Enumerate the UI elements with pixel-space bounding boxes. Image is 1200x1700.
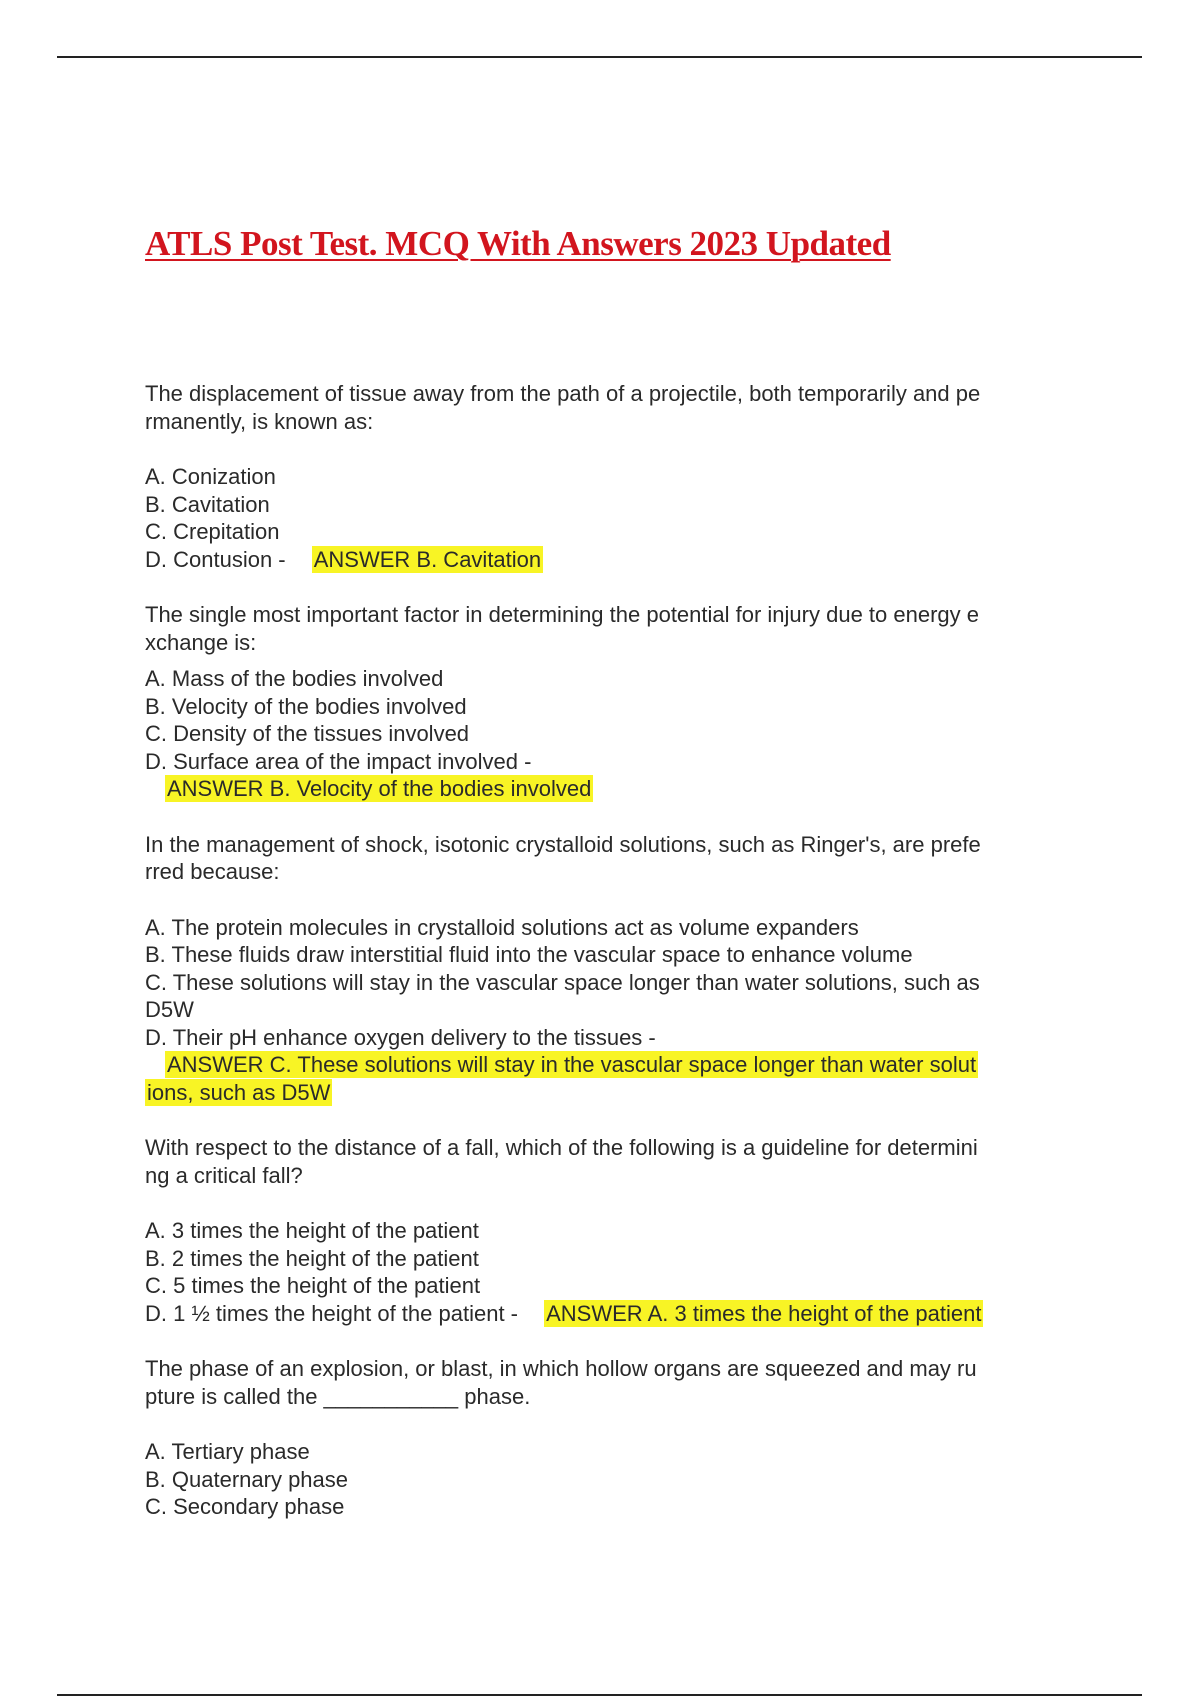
option-d: D. 1 ½ times the height of the patient - ANSWER A. 3 times the height of the patient [145, 1300, 982, 1326]
option-c-continued: D5W [145, 997, 194, 1022]
option-b: B. Quaternary phase [145, 1466, 349, 1492]
answer-highlight: ANSWER B. Velocity of the bodies involved [167, 776, 592, 801]
option-list [145, 665, 1055, 803]
answer-line [145, 775, 1055, 803]
question-1 [145, 380, 1055, 573]
question-stem: With respect to the distance of a fall, which of the following is a guideline for determini ng a critical fall? [145, 1135, 978, 1188]
option-list [145, 1438, 1055, 1521]
option-list [145, 914, 1055, 1107]
answer-highlight-continued: ions, such as D5W [147, 1079, 331, 1105]
option-d: D. Their pH enhance oxygen delivery to the tissues - [145, 1024, 656, 1050]
document-title: ATLS Post Test. MCQ With Answers 2023 Updated [145, 224, 891, 263]
answer-highlight: ANSWER A. 3 times the height of the patient [546, 1300, 982, 1326]
question-4 [145, 1134, 1055, 1327]
option-list [145, 1217, 1055, 1327]
answer-line [145, 1051, 1055, 1079]
footer-rule [57, 1694, 1142, 1696]
question-stem: The phase of an explosion, or blast, in which hollow organs are squeezed and may ru pture is called the ___________ phase. [145, 1356, 977, 1409]
option-b: B. 2 times the height of the patient [145, 1245, 479, 1271]
answer-line-continued [145, 1079, 1055, 1107]
option-c: C. Density of the tissues involved [145, 721, 470, 746]
option-a: A. Tertiary phase [145, 1439, 310, 1464]
option-a: A. The protein molecules in crystalloid solutions act as volume expanders [145, 914, 859, 940]
option-c: C. These solutions will stay in the vascular space longer than water solutions, such as [145, 969, 980, 995]
question-list [145, 380, 1055, 1521]
option-b: B. Cavitation [145, 491, 270, 517]
question-stem: In the management of shock, isotonic crystalloid solutions, such as Ringer's, are prefe rred because: [145, 831, 981, 884]
option-d: D. Surface area of the impact involved - [145, 748, 532, 774]
option-c: C. Secondary phase [145, 1494, 345, 1519]
option-c: C. 5 times the height of the patient [145, 1273, 481, 1298]
option-list [145, 463, 1055, 573]
option-b: B. These fluids draw interstitial fluid into the vascular space to enhance volume [145, 942, 913, 967]
question-stem: The displacement of tissue away from the path of a projectile, both temporarily and pe rmanently, is known as: [145, 381, 981, 434]
option-a: A. 3 times the height of the patient [145, 1218, 479, 1243]
question-3 [145, 831, 1055, 1107]
answer-highlight: ANSWER C. These solutions will stay in the vascular space longer than water solut [167, 1052, 977, 1077]
question-2 [145, 601, 1055, 803]
option-c: C. Crepitation [145, 519, 280, 544]
question-stem: The single most important factor in determining the potential for injury due to energy e xchange is: [145, 602, 980, 655]
option-d: D. Contusion - ANSWER B. Cavitation [145, 546, 542, 572]
header-rule [57, 56, 1142, 58]
answer-highlight: ANSWER B. Cavitation [313, 546, 542, 572]
option-a: A. Mass of the bodies involved [145, 666, 444, 691]
option-a: A. Conization [145, 464, 276, 489]
question-5 [145, 1355, 1055, 1521]
option-b: B. Velocity of the bodies involved [145, 693, 467, 719]
